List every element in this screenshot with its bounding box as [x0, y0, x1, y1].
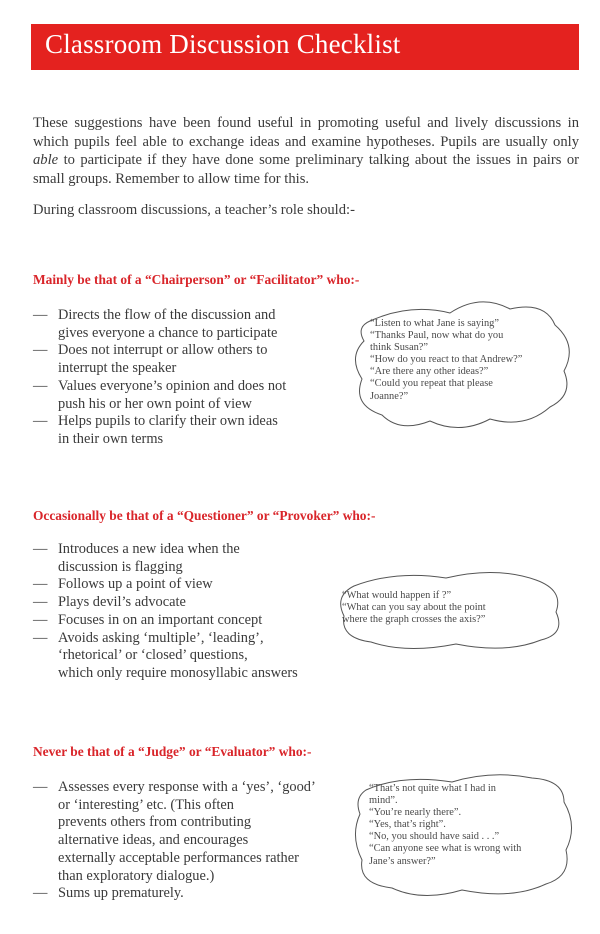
dash-marker: —	[33, 611, 48, 628]
bullet-line: Plays devil’s advocate	[58, 594, 186, 611]
bubble-line: “Listen to what Jane is saying”	[370, 318, 499, 329]
bullet-line: Sums up prematurely.	[58, 885, 184, 902]
bullet-line: externally acceptable performances rather	[58, 849, 299, 866]
bullet-line: push his or her own point of view	[58, 395, 252, 412]
bubble-line: “Thanks Paul, now what do you	[370, 330, 504, 342]
bubble-line: mind”.	[369, 795, 398, 807]
bullet-line: Helps pupils to clarify their own ideas	[58, 413, 278, 430]
bullet-line: Values everyone’s opinion and does not	[58, 377, 287, 394]
bullet-line: Follows up a point of view	[58, 576, 213, 593]
bullet-line: gives everyone a chance to participate	[58, 324, 278, 341]
bubble-quotes	[369, 783, 521, 868]
dash-marker: —	[33, 629, 48, 646]
bullet-line: alternative ideas, and encourages	[58, 832, 249, 849]
bubble-line: where the graph crosses the axis?”	[342, 614, 486, 626]
speech-bubble-questioner	[336, 568, 566, 650]
list-item	[33, 378, 286, 413]
bubble-line: “No, you should have said . . .”	[369, 831, 500, 843]
section-heading-questioner: Occasionally be that of a “Questioner” or “Provoker” who:-	[33, 508, 376, 523]
section-heading-judge: Never be that of a “Judge” or “Evaluator” who:-	[33, 744, 312, 759]
bubble-line: “What can you say about the point	[342, 602, 486, 614]
questioner-list	[33, 541, 298, 683]
bullet-line: which only require monosyllabic answers	[58, 664, 298, 681]
title-banner	[31, 24, 579, 70]
list-item	[33, 576, 298, 594]
bullet-line: in their own terms	[58, 430, 164, 447]
bubble-line: “Are there any other ideas?”	[370, 366, 489, 378]
bubble-quotes	[370, 318, 522, 403]
bullet-line: Directs the flow of the discussion and	[58, 307, 276, 323]
intro-text-start: These suggestions have been found useful in promoting useful and lively discussions in which pupils feel able to exchange ideas and examine hypotheses. Pupils are usually only	[33, 115, 579, 150]
intro-text-end: to participate if they have done some preliminary talking about the issues in pairs or small groups. Remember to allow time for this.	[33, 152, 579, 187]
bubble-line: Joanne?”	[370, 390, 409, 402]
list-item	[33, 307, 286, 342]
list-item	[33, 594, 298, 612]
list-item	[33, 413, 286, 448]
bubble-line: “Yes, that’s right”.	[369, 819, 446, 831]
page-title: Classroom Discussion Checklist	[45, 29, 401, 59]
bullet-line: ‘rhetorical’ or ‘closed’ questions,	[58, 647, 248, 664]
list-item	[33, 612, 298, 630]
judge-list	[33, 779, 316, 903]
dash-marker: —	[33, 307, 48, 323]
bullet-line: discussion is flagging	[58, 558, 183, 575]
bullet-line: prevents others from contributing	[58, 814, 252, 831]
bullet-line: or ‘interesting’ etc. (This often	[58, 796, 234, 813]
bubble-line: “How do you react to that Andrew?”	[370, 354, 523, 366]
bullet-line: Focuses in on an important concept	[58, 611, 263, 628]
list-item	[33, 541, 298, 576]
list-item	[33, 342, 286, 377]
dash-marker: —	[33, 885, 48, 902]
dash-marker: —	[33, 377, 48, 394]
bullet-line: Avoids asking ‘multiple’, ‘leading’,	[58, 629, 264, 646]
bullet-line: Introduces a new idea when the	[58, 541, 240, 557]
speech-bubble-facilitator	[350, 295, 575, 433]
dash-marker: —	[33, 779, 48, 795]
bubble-line: Jane’s answer?”	[369, 855, 436, 867]
facilitator-list	[33, 307, 286, 449]
bubble-line: “Can anyone see what is wrong with	[369, 843, 522, 855]
dash-marker: —	[33, 594, 48, 611]
role-intro-line: During classroom discussions, a teacher’s role should:-	[33, 202, 355, 218]
list-item	[33, 630, 298, 683]
dash-marker: —	[33, 342, 48, 359]
list-item	[33, 779, 316, 885]
section-heading-facilitator: Mainly be that of a “Chairperson” or “Facilitator” who:-	[33, 272, 360, 287]
dash-marker: —	[33, 413, 48, 430]
bubble-quotes	[342, 590, 486, 626]
intro-emphasis: able	[33, 152, 59, 169]
dash-marker: —	[33, 541, 48, 557]
bubble-line: “Could you repeat that please	[370, 378, 493, 390]
bullet-line: interrupt the speaker	[58, 360, 177, 377]
bullet-line: Assesses every response with a ‘yes’, ‘good’	[58, 779, 316, 795]
dash-marker: —	[33, 576, 48, 593]
bubble-line: think Susan?”	[370, 342, 429, 354]
list-item	[33, 885, 316, 903]
bullet-line: than exploratory dialogue.)	[58, 867, 215, 884]
bubble-line: “You’re nearly there”.	[369, 807, 462, 819]
speech-bubble-judge	[352, 770, 576, 900]
bubble-line: “What would happen if ?”	[342, 590, 452, 601]
intro-paragraph	[33, 114, 579, 188]
bubble-line: “That’s not quite what I had in	[369, 783, 496, 794]
bullet-line: Does not interrupt or allow others to	[58, 342, 268, 359]
